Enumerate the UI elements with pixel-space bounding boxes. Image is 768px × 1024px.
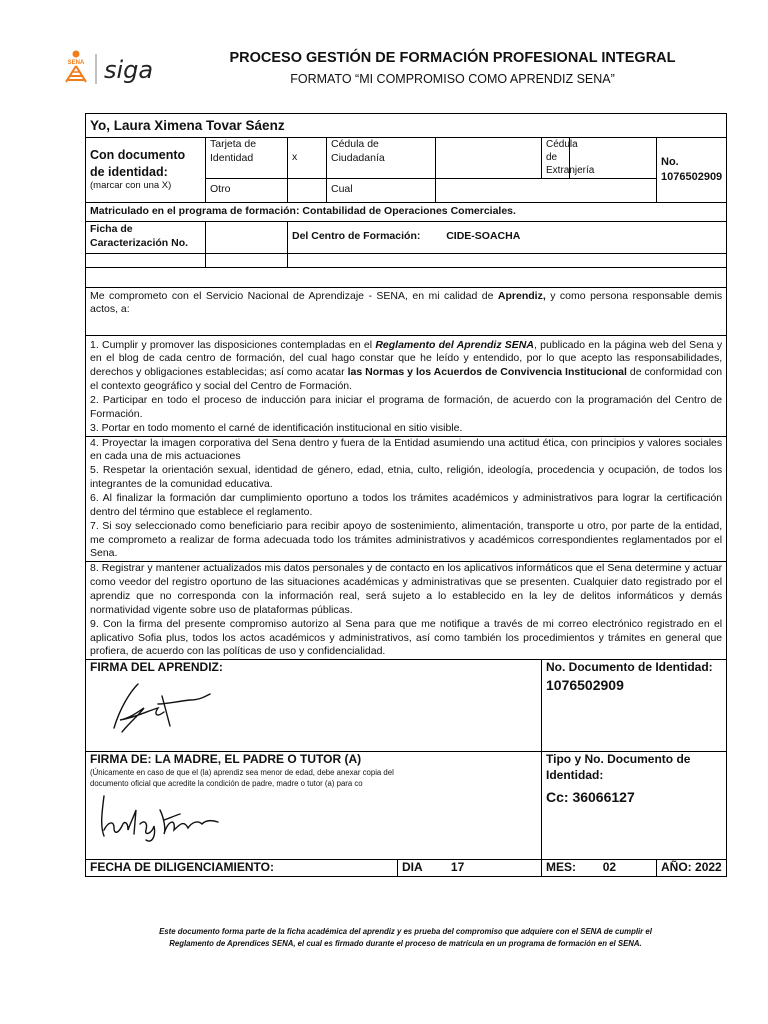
tutor-signature-cell xyxy=(86,752,542,860)
commitment-item-5: 5. Respetar la orientación sexual, identidad de género, edad, etnia, culto, religión, ideología, procedencia y ocupación, de todos los integrantes de la comunidad educativa. xyxy=(90,464,723,491)
date-label: FECHA DE DILIGENCIAMIENTO: xyxy=(86,860,398,877)
sena-siga-logo xyxy=(58,48,178,92)
apprentice-signature xyxy=(90,676,537,738)
tutor-document-label: Tipo y No. Documento de Identidad: xyxy=(546,752,691,783)
tutor-signature-note: (Únicamente en caso de que el (la) aprendiz sea menor de edad, debe anexar copia del documento oficial que acredite la condición de padre, madre o tutor (a) para co xyxy=(90,768,394,789)
document-type-label-cell xyxy=(86,138,206,203)
training-center-label: Del Centro de Formación: xyxy=(292,230,421,243)
option-cedula-ciudadania-label: Cédula de Ciudadanía xyxy=(327,138,436,179)
date-day-value: 17 xyxy=(450,860,465,875)
blank-cell xyxy=(86,253,206,267)
footer-note xyxy=(85,926,726,950)
program-enrolled: Matriculado en el programa de formación: Contabilidad de Operaciones Comerciales. xyxy=(86,202,727,221)
option-cedula-ciudadania-mark[interactable] xyxy=(436,138,542,179)
option-cual-label: Cual xyxy=(327,178,436,202)
siga-logo-text: siga xyxy=(104,56,154,84)
training-center-value: CIDE-SOACHA xyxy=(446,230,521,243)
option-otro-label: Otro xyxy=(206,178,288,202)
ficha-value[interactable] xyxy=(206,221,288,253)
option-otro-mark[interactable] xyxy=(288,178,327,202)
option-tarjeta-label: Tarjeta de Identidad xyxy=(206,138,288,179)
commitment-item-3: 3. Portar en todo momento el carné de identificación institucional en sitio visible. xyxy=(90,421,463,434)
option-cedula-extranjeria-label: Cédula de Extranjería xyxy=(542,138,570,179)
document-type-hint: (marcar con una X) xyxy=(90,180,172,192)
tutor-signature-label: FIRMA DE: LA MADRE, EL PADRE O TUTOR (A) xyxy=(90,752,362,767)
date-month-cell xyxy=(542,860,657,877)
date-year-cell xyxy=(657,860,727,877)
apprentice-document-cell xyxy=(542,660,727,752)
date-month-label: MES: xyxy=(546,860,576,875)
apprentice-signature-label: FIRMA DEL APRENDIZ: xyxy=(90,660,223,675)
commitments-block-2 xyxy=(86,436,727,562)
tutor-document-cell xyxy=(542,752,727,860)
tutor-signature xyxy=(90,790,537,846)
blank-cell xyxy=(288,253,727,267)
commitment-item-7: 7. Si soy seleccionado como beneficiario para recibir apoyo de sostenimiento, alimentación, transporte u otro, por parte de la entidad, me comprometo a realizar de forma adecuada todo los trámites administrativos y académicos correspondientes reglamentados por el Sena. xyxy=(90,519,723,560)
training-center-row xyxy=(288,221,727,253)
document-type-label: Con documento de identidad: xyxy=(90,147,186,179)
commitment-intro: Me comprometo con el Servicio Nacional de Aprendizaje - SENA, en mi calidad de Aprendiz, y como persona responsable demis actos, a: xyxy=(86,287,727,335)
tutor-document-value: Cc: 36066127 xyxy=(546,788,635,805)
option-tarjeta-mark[interactable]: x xyxy=(288,138,327,179)
option-cual-value[interactable] xyxy=(436,178,657,202)
blank-cell xyxy=(206,253,288,267)
date-month-value: 02 xyxy=(602,860,617,875)
spacer-row xyxy=(86,267,727,287)
footer-line-2: Reglamento de Aprendices SENA, el cual es firmado durante el proceso de matrícula en un programa de formación en el SENA. xyxy=(169,939,642,949)
commitment-item-4: 4. Proyectar la imagen corporativa del Sena dentro y fuera de la Entidad asumiendo una actitud ética, con principios y valores sociales en cada una de mis actuaciones xyxy=(90,436,723,463)
document-number: No. 1076502909 xyxy=(657,138,727,203)
apprentice-signature-cell xyxy=(86,660,542,752)
name-row xyxy=(86,114,727,138)
date-day-cell xyxy=(398,860,542,877)
date-year-label: AÑO: xyxy=(661,860,692,875)
sena-logo-text: SENA xyxy=(67,60,85,66)
commitments-block-3 xyxy=(86,562,727,660)
apprentice-document-value: 1076502909 xyxy=(546,677,624,694)
document-subtitle: FORMATO “MI COMPROMISO COMO APRENDIZ SENA” xyxy=(290,72,615,86)
sena-logo xyxy=(66,51,86,83)
commitment-item-2: 2. Participar en todo el proceso de inducción para iniciar el programa de formación, de acuerdo con la programación del Centro de Formación. xyxy=(90,394,723,420)
commitment-item-8: 8. Registrar y mantener actualizados mis datos personales y de contacto en los aplicativos informáticos que el Sena determine y actuar como veedor del registro oportuno de las situaciones académicas y administrativas que se presenten. Cualquier dato registrado por el aprendiz que no corresponda con la información real, será sujeto a lo establecido en la ley de delitos informáticos y demás normatividad vigente sobre uso de plataformas públicas. xyxy=(90,562,723,616)
document-title: PROCESO GESTIÓN DE FORMACIÓN PROFESIONAL INTEGRAL xyxy=(229,50,676,66)
date-day-label: DIA xyxy=(402,860,423,875)
commitment-form xyxy=(85,113,727,877)
date-year-value: 2022 xyxy=(695,860,722,875)
ficha-label: Ficha de Caracterización No. xyxy=(86,221,206,253)
footer-line-1: Este documento forma parte de la ficha académica del aprendiz y es prueba del compromiso que adquiere con el SENA de cumplir el xyxy=(159,927,652,936)
commitments-block-1 xyxy=(86,335,727,436)
commitment-item-6: 6. Al finalizar la formación dar cumplimiento oportuno a todos los trámites académicos y administrativos para lograr la certificación dentro del término que establece el reglamento. xyxy=(90,492,723,518)
apprentice-name: Yo, Laura Ximena Tovar Sáenz xyxy=(90,117,285,133)
apprentice-document-label: No. Documento de Identidad: xyxy=(546,660,713,675)
commitment-item-9: 9. Con la firma del presente compromiso autorizo al Sena para que me notifique a través de mi correo electrónico registrado en el aplicativo Sofia plus, todos los actos académicos y administrativos, así como también los procedimientos y trámites en general que profiera, de acuerdo con las políticas de uso y confidencialidad. xyxy=(90,617,723,658)
commitment-item-1: 1. Cumplir y promover las disposiciones contempladas en el Reglamento del Aprendiz SENA, publicado en la página web del Sena y en el blog de cada centro de formación, del cual hago constar que he leído y entendido, por lo que acepto las responsabilidades, derechos y obligaciones establecidas; así como acatar las Normas y los Acuerdos de Convivencia Institucional de conformidad con el contexto geográfico y social del Centro de Formación. xyxy=(90,338,723,393)
